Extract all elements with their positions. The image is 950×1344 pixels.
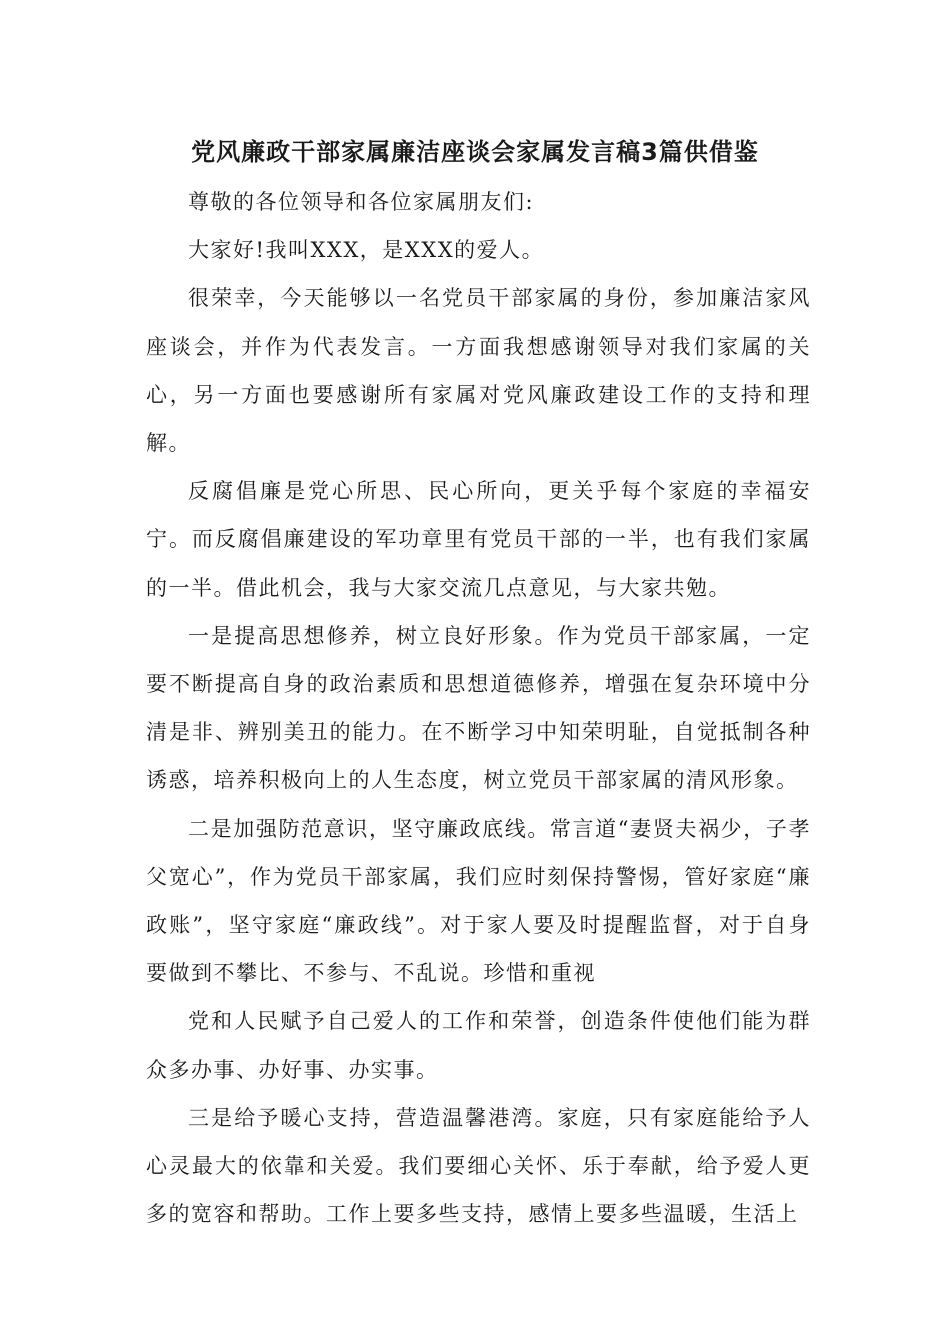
paragraph-anti-corruption: 反腐倡廉是党心所思、民心所向，更关乎每个家庭的幸福安宁。而反腐倡廉建设的军功章里有党员干部的一半，也有我们家属的一半。借此机会，我与大家交流几点意见，与大家共勉。	[146, 479, 811, 600]
paragraph-point-two: 二是加强防范意识，坚守廉政底线。常言道“妻贤夫祸少，子孝父宽心”，作为党员干部家属，我们应时刻保持警惕，管好家庭“廉政账”，坚守家庭“廉政线”。对于家人要及时提醒监督，对于自身要做到不攀比、不参与、不乱说。珍惜和重视	[146, 816, 811, 986]
document-body	[146, 178, 811, 1238]
paragraph-point-one: 一是提高思想修养，树立良好形象。作为党员干部家属，一定要不断提高自身的政治素质和思想道德修养，增强在复杂环境中分清是非、辨别美丑的能力。在不断学习中知荣明耻，自觉抵制各种诱惑，培养积极向上的人生态度，树立党员干部家属的清风形象。	[146, 623, 811, 793]
paragraph-intro: 很荣幸，今天能够以一名党员干部家属的身份，参加廉洁家风座谈会，并作为代表发言。一方面我想感谢领导对我们家属的关心，另一方面也要感谢所有家属对党风廉政建设工作的支持和理解。	[146, 286, 811, 456]
document-title: 党风廉政干部家属廉洁座谈会家属发言稿3篇供借鉴	[191, 138, 759, 166]
paragraph-greeting: 大家好!我叫XXX，是XXX的爱人。	[188, 238, 545, 263]
paragraph-point-two-continued: 党和人民赋予自己爱人的工作和荣誉，创造条件使他们能为群众多办事、办好事、办实事。	[146, 1009, 811, 1082]
paragraph-point-three: 三是给予暖心支持，营造温馨港湾。家庭，只有家庭能给予人心灵最大的依靠和关爱。我们要细心关怀、乐于奉献，给予爱人更多的宽容和帮助。工作上要多些支持，感情上要多些温暖，生活上	[146, 1105, 811, 1227]
paragraph-salutation: 尊敬的各位领导和各位家属朋友们:	[188, 190, 535, 214]
